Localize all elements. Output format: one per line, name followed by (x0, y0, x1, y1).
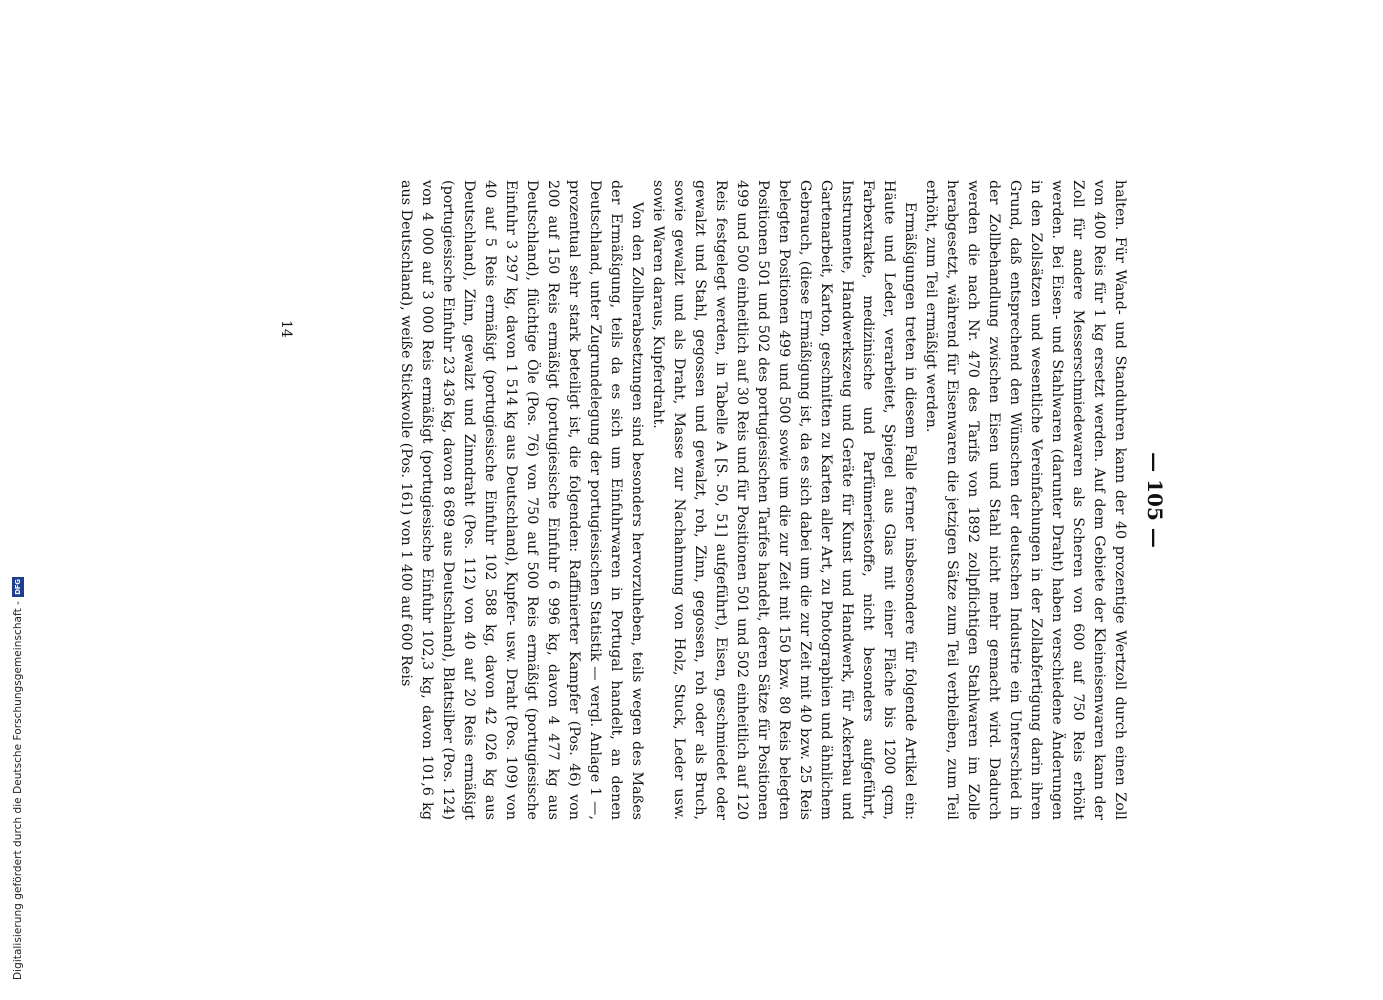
printer-signature: 14 (278, 320, 294, 338)
rotated-book-page (237, 180, 1172, 820)
digitization-credit (12, 577, 24, 980)
paragraph-1: halten. Für Wand- und Standuhren kann der 40 prozentige Wertzoll durch einen Zoll von 400 Reis für 1 kg ersetzt werden. Auf dem Gebiete der Kleineisenwaren kann der Zoll für andere Messerschmiedewaren als Scheren von 600 auf 750 Reis erhöht werden. Bei Eisen- und Stahlwaren (darunter Draht) haben verschiedene Änderungen in den Zollsätzen und wesentliche Vereinfachungen in der Zollabfertigung darin ihren Grund, daß entsprechend den Wünschen der deutschen Industrie ein Unterschied in der Zollbehandlung zwischen Eisen und Stahl nicht mehr gemacht wird. Dadurch werden die nach Nr. 470 des Tarifs von 1892 zollpflichtigen Stahlwaren im Zolle herabgesetzt, während für Eisenwaren die jetzigen Sätze zum Teil verbleiben, zum Teil erhöht, zum Teil ermäßigt werden. (923, 180, 1128, 820)
dfg-logo: DFG (12, 577, 24, 597)
paragraph-3: Von den Zollherabsetzungen sind besonders hervorzuheben, teils wegen des Maßes der Ermäßigung, teils da es sich um Einfuhrwaren in Portugal handelt, an denen Deutschland, unter Zugrundelegung der portugiesischen Statistik — vergl. Anlage 1 —, prozentual sehr stark beteiligt ist, die folgenden: Raffinierter Kampfer (Pos. 46) von 200 auf 150 Reis ermäßigt (portugiesische Einfuhr 6 996 kg, davon 4 477 kg aus Deutschland), flüchtige Öle (Pos. 76) von 750 auf 500 Reis ermäßigt (portugiesische Einfuhr 3 297 kg, davon 1 514 kg aus Deutschland), Kupfer- usw. Draht (Pos. 109) von 40 auf 5 Reis ermäßigt (portugiesische Einfuhr 102 588 kg, davon 42 026 kg aus Deutschland), Zinn, gewalzt und Zinndraht (Pos. 112) von 40 auf 20 Reis ermäßigt (portugiesische Einfuhr 23 436 kg, davon 8 689 aus Deutschland), Blattsilber (Pos. 124) von 4 000 auf 3 000 Reis ermäßigt (portugiesische Einfuhr 102,3 kg, davon 101,6 kg aus Deutschland), weiße Stickwolle (Pos. 161) von 1 400 auf 600 Reis (398, 180, 645, 820)
page-number-header: — 105 — (1143, 452, 1167, 548)
paragraph-2: Ermäßigungen treten in diesem Falle ferner insbesondere für folgende Artikel ein: Häute und Leder, verarbeitet, Spiegel aus Glas mit einer Fläche bis 1200 qcm, Farbextrakte, medizinische und Parfümeriestoffe, nicht besonders aufgeführt, Instrumente, Handwerkszeug und Geräte für Kunst und Handwerk, für Ackerbau und Gartenarbeit, Karton, geschnitten zu Karten aller Art, zu Photographien und ähnlichem Gebrauch, (diese Ermäßigung ist, da es sich dabei um die zur Zeit mit 40 bzw. 25 Reis belegten Positionen 499 und 500 sowie um die zur Zeit mit 150 bzw. 80 Reis belegten Positionen 501 und 502 des portugiesischen Tarifes handelt, deren Sätze für Positionen 499 und 500 einheitlich auf 30 Reis und für Positionen 501 und 502 einheitlich auf 120 Reis festgelegt werden, in Tabelle A [S. 50, 51] aufgeführt), Eisen, geschmiedet oder gewalzt und Stahl, gegossen und gewalzt, roh, Zinn, gegossen, roh oder als Bruch, sowie gewalzt und als Draht, Masse zur Nachahmung von Holz, Stuck, Leder usw. sowie Waren daraus, Kupferdraht. (650, 180, 918, 820)
digitization-credit-text: Digitalisierung gefördert durch die Deutsche Forschungsgemeinschaft - (12, 601, 24, 980)
page-body (395, 180, 1130, 820)
digitization-credit-margin (0, 0, 24, 1000)
